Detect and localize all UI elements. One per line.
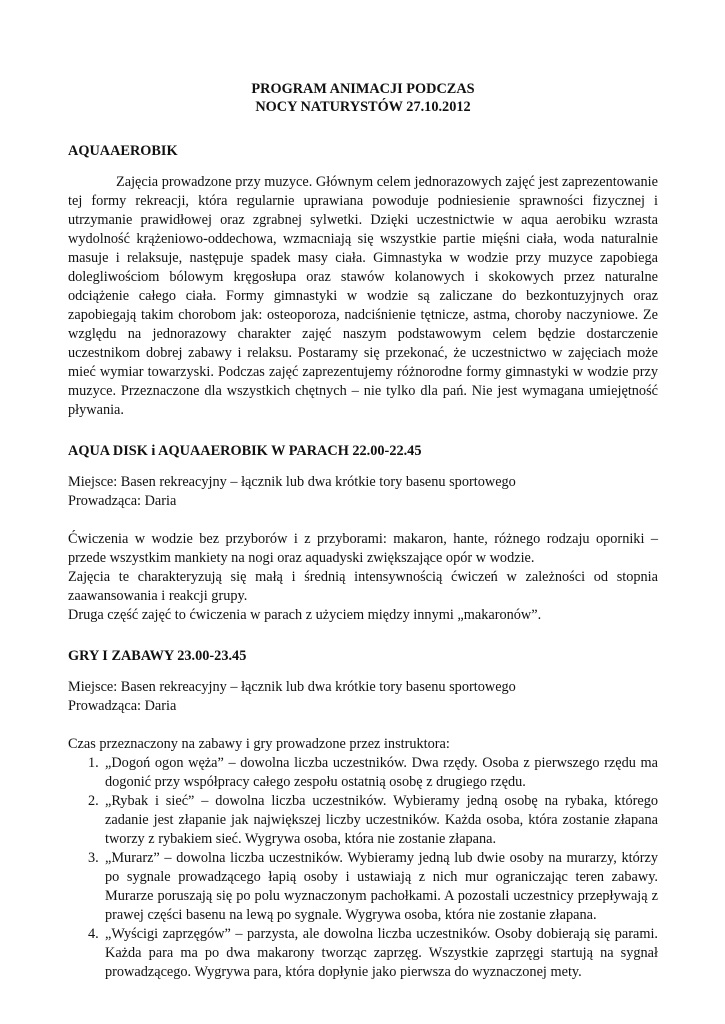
list-item-number: 3.: [88, 850, 99, 866]
section-heading-aquaaerobik: AQUAAEROBIK: [68, 143, 178, 159]
list-item: [68, 925, 658, 982]
list-item-number: 1.: [88, 755, 99, 771]
aqua-disk-paragraph-2: Zajęcia te charakteryzują się małą i średnią intensywnością ćwiczeń w zależności od stopnia zaawansowania i reakcji grupy.: [68, 569, 658, 604]
aqua-disk-paragraph-3: Druga część zajęć to ćwiczenia w parach z użyciem między innymi „makaronów”.: [68, 607, 542, 623]
games-intro: Czas przeznaczony na zabawy i gry prowadzone przez instruktora:: [68, 736, 450, 752]
list-item-number: 4.: [88, 926, 99, 942]
list-item: [68, 754, 658, 792]
games-place: Miejsce: Basen rekreacyjny – łącznik lub dwa krótkie tory basenu sportowego: [68, 679, 516, 695]
list-item-text: „Dogoń ogon węża” – dowolna liczba uczestników. Dwa rzędy. Osoba z pierwszego rzędu ma dogonić przy współpracy całego zespołu ostatnią osobę z drugiego rzędu.: [105, 755, 658, 790]
aquaaerobik-description: Zajęcia prowadzone przy muzyce. Głównym celem jednorazowych zajęć jest zaprezentowanie tej formy rekreacji, która regularnie uprawiana powoduje podniesienie sprawności fizycznej i utrzymanie prawidłowej oraz zgrabnej sylwetki. Dzięki uczestnictwie w aqua aerobiku wzrasta wydolność krążeniowo-oddechowa, wzmacniają się wszystkie partie mięśni ciała, woda naturalnie masuje i relaksuje, następuje spadek masy ciała. Gimnastyka w wodzie przy muzyce zapobiega dolegliwościom bólowym kręgosłupa oraz stawów kolanowych i skokowych przez naturalne odciążenie całego ciała. Formy gimnastyki w wodzie są zaliczane do bezkontuzyjnych oraz zapobiegają takim chorobom jak: osteoporoza, nadciśnienie tętnicze, astma, choroby naczyniowe. Ze względu na jednorazowy charakter zajęć naszym podstawowym celem będzie dostarczenie uczestnikom dobrej zabawy i relaksu. Postaramy się przekonać, że uczestnictwo w zajęciach może mieć wymiar towarzyski. Podczas zajęć zaprezentujemy różnorodne formy gimnastyki w wodzie przy muzyce. Przeznaczone dla wszystkich chętnych – nie tylko dla pań. Nie jest wymagana umiejętność pływania.: [68, 174, 658, 418]
document-title-line-1: PROGRAM ANIMACJI PODCZAS: [251, 81, 475, 97]
section-heading-games: GRY I ZABAWY 23.00-23.45: [68, 648, 247, 664]
document-page: [68, 80, 658, 982]
list-item: [68, 792, 658, 849]
aqua-disk-paragraph-1: Ćwiczenia w wodzie bez przyborów i z przyborami: makaron, hante, różnego rodzaju oporniki – przede wszystkim mankiety na nogi oraz aquadyski zwiększające opór w wodzie.: [68, 531, 658, 566]
document-title-line-2: NOCY NATURYSTÓW 27.10.2012: [255, 99, 471, 115]
list-item-number: 2.: [88, 793, 99, 809]
aqua-disk-place: Miejsce: Basen rekreacyjny – łącznik lub dwa krótkie tory basenu sportowego: [68, 474, 516, 490]
list-item-text: „Murarz” – dowolna liczba uczestników. Wybieramy jedną lub dwie osoby na murarzy, którzy po sygnale prowadzącego łapią osoby i ustawiają z nich mur ograniczając teren zabawy. Murarze poruszają się po polu wyznaczonym pachołkami. A pozostali uczestnicy przepływają z prawej części basenu na lewą po sygnale. Wygrywa osoba, która nie zostanie złapana.: [105, 850, 658, 923]
list-item-text: „Wyścigi zaprzęgów” – parzysta, ale dowolna liczba uczestników. Osoby dobierają się parami. Każda para ma po dwa makarony tworząc zaprzęg. Wszystkie zaprzęgi startują na sygnał prowadzącego. Wygrywa para, która dopłynie jako pierwsza do wyznaczonej mety.: [105, 926, 658, 980]
games-list: [68, 754, 658, 982]
aqua-disk-leader: Prowadząca: Daria: [68, 493, 177, 509]
list-item: [68, 849, 658, 925]
list-item-text: „Rybak i sieć” – dowolna liczba uczestników. Wybieramy jedną osobę na rybaka, którego zadanie jest złapanie jak największej liczby uczestników. Każda osoba, która zostanie złapana tworzy z rybakiem sieć. Wygrywa osoba, która nie zostanie złapana.: [105, 793, 658, 847]
games-leader: Prowadząca: Daria: [68, 698, 177, 714]
section-heading-aqua-disk: AQUA DISK i AQUAAEROBIK W PARACH 22.00-22.45: [68, 443, 422, 459]
